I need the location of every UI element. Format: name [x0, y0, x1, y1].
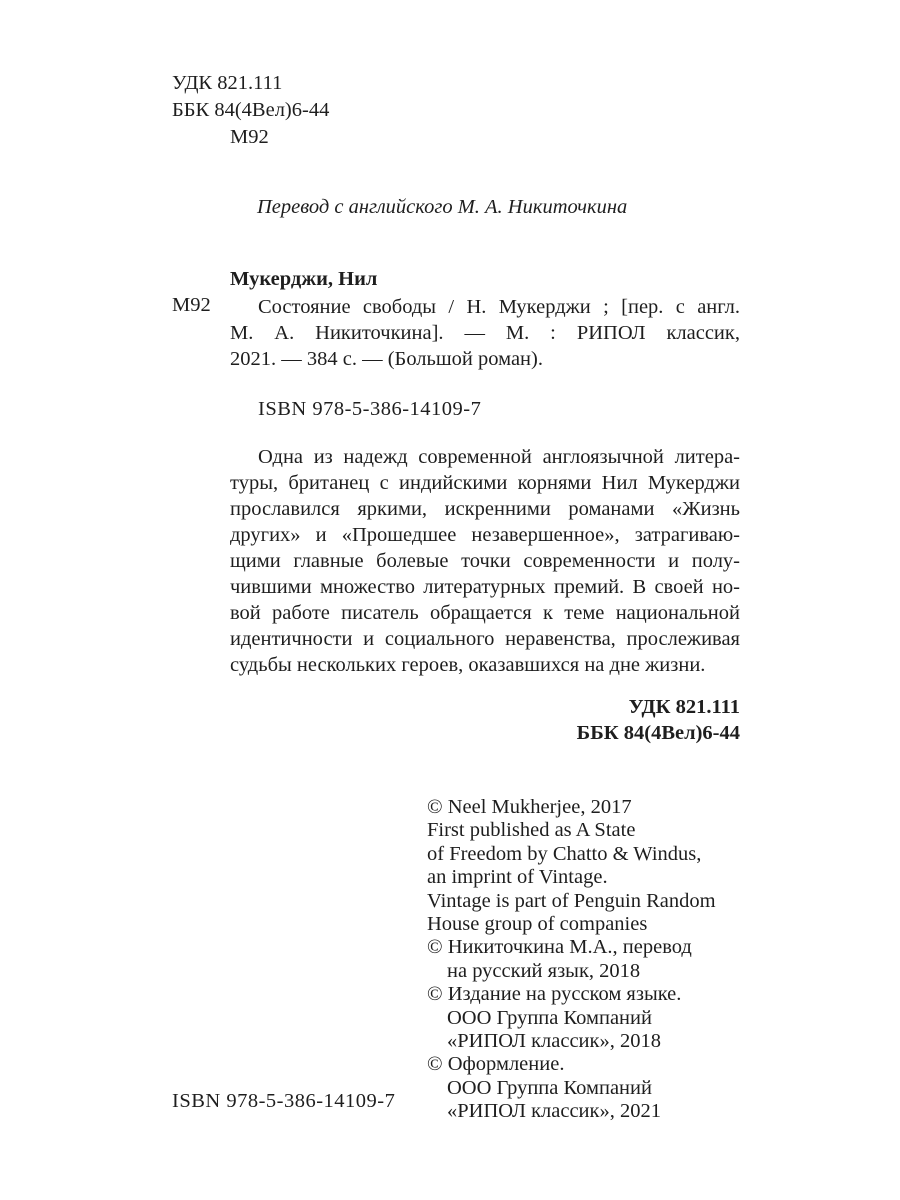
copyright-line: © Издание на русском языке. [427, 983, 682, 1006]
bib-line: 2021. — 384 с. — (Большой роман). [230, 348, 543, 370]
isbn-bottom: ISBN 978-5-386-14109-7 [172, 1090, 396, 1112]
udk-code: УДК 821.111 [172, 72, 283, 94]
bibliographic-description [230, 294, 740, 372]
bbk-code: ББК 84(4Вел)6-44 [172, 99, 330, 121]
cutter-mark: М92 [172, 294, 211, 316]
author-heading: Мукерджи, Нил [230, 268, 378, 290]
annotation-line: других» и «Прошедшее незавершенное», затрагиваю- [230, 524, 740, 546]
copyright-line: Vintage is part of Penguin Random [427, 889, 716, 912]
classification-codes-right [577, 694, 740, 746]
bbk-code: ББК 84(4Вел)6-44 [576, 722, 740, 744]
classification-codes-top [172, 70, 329, 151]
author-mark: М92 [230, 126, 269, 148]
copyright-notice [427, 796, 716, 1124]
annotation-line: щими главные болевые точки современности и полу- [230, 550, 740, 572]
udk-code: УДК 821.111 [628, 696, 740, 718]
copyright-line: © Оформление. [427, 1053, 565, 1076]
copyright-line: «РИПОЛ классик», 2018 [447, 1030, 661, 1053]
bib-line: Состояние свободы / Н. Мукерджи ; [пер. с англ. [258, 296, 740, 318]
isbn-record: ISBN 978-5-386-14109-7 [258, 398, 482, 420]
bib-line: М. А. Никиточкина]. — М. : РИПОЛ классик, [230, 322, 740, 344]
annotation-line: судьбы нескольких героев, оказавшихся на дне жизни. [230, 654, 706, 676]
annotation-line: идентичности и социального неравенства, прослеживая [230, 628, 740, 650]
copyright-line: ООО Группа Компаний [447, 1006, 652, 1029]
copyright-line: © Neel Mukherjee, 2017 [427, 796, 632, 818]
annotation-line: вой работе писатель обращается к теме национальной [230, 602, 740, 624]
copyright-line: an imprint of Vintage. [427, 866, 608, 889]
copyright-line: House group of companies [427, 913, 648, 936]
copyright-line: First published as A State [427, 819, 636, 842]
copyright-line: © Никиточкина М.А., перевод [427, 936, 692, 959]
copyright-line: of Freedom by Chatto & Windus, [427, 842, 702, 865]
annotation-line: прославился яркими, искренними романами «Жизнь [230, 498, 740, 520]
annotation-line: чившими множество литературных премий. В своей но- [230, 576, 740, 598]
annotation-line: туры, британец с индийскими корнями Нил Мукерджи [230, 472, 740, 494]
copyright-line: ООО Группа Компаний [447, 1076, 652, 1099]
translator-note: Перевод с английского М. А. Никиточкина [257, 196, 628, 218]
copyright-line: «РИПОЛ классик», 2021 [447, 1100, 661, 1123]
annotation-paragraph [230, 444, 740, 678]
annotation-line: Одна из надежд современной англоязычной литера- [258, 446, 740, 468]
copyright-line: на русский язык, 2018 [447, 959, 641, 982]
